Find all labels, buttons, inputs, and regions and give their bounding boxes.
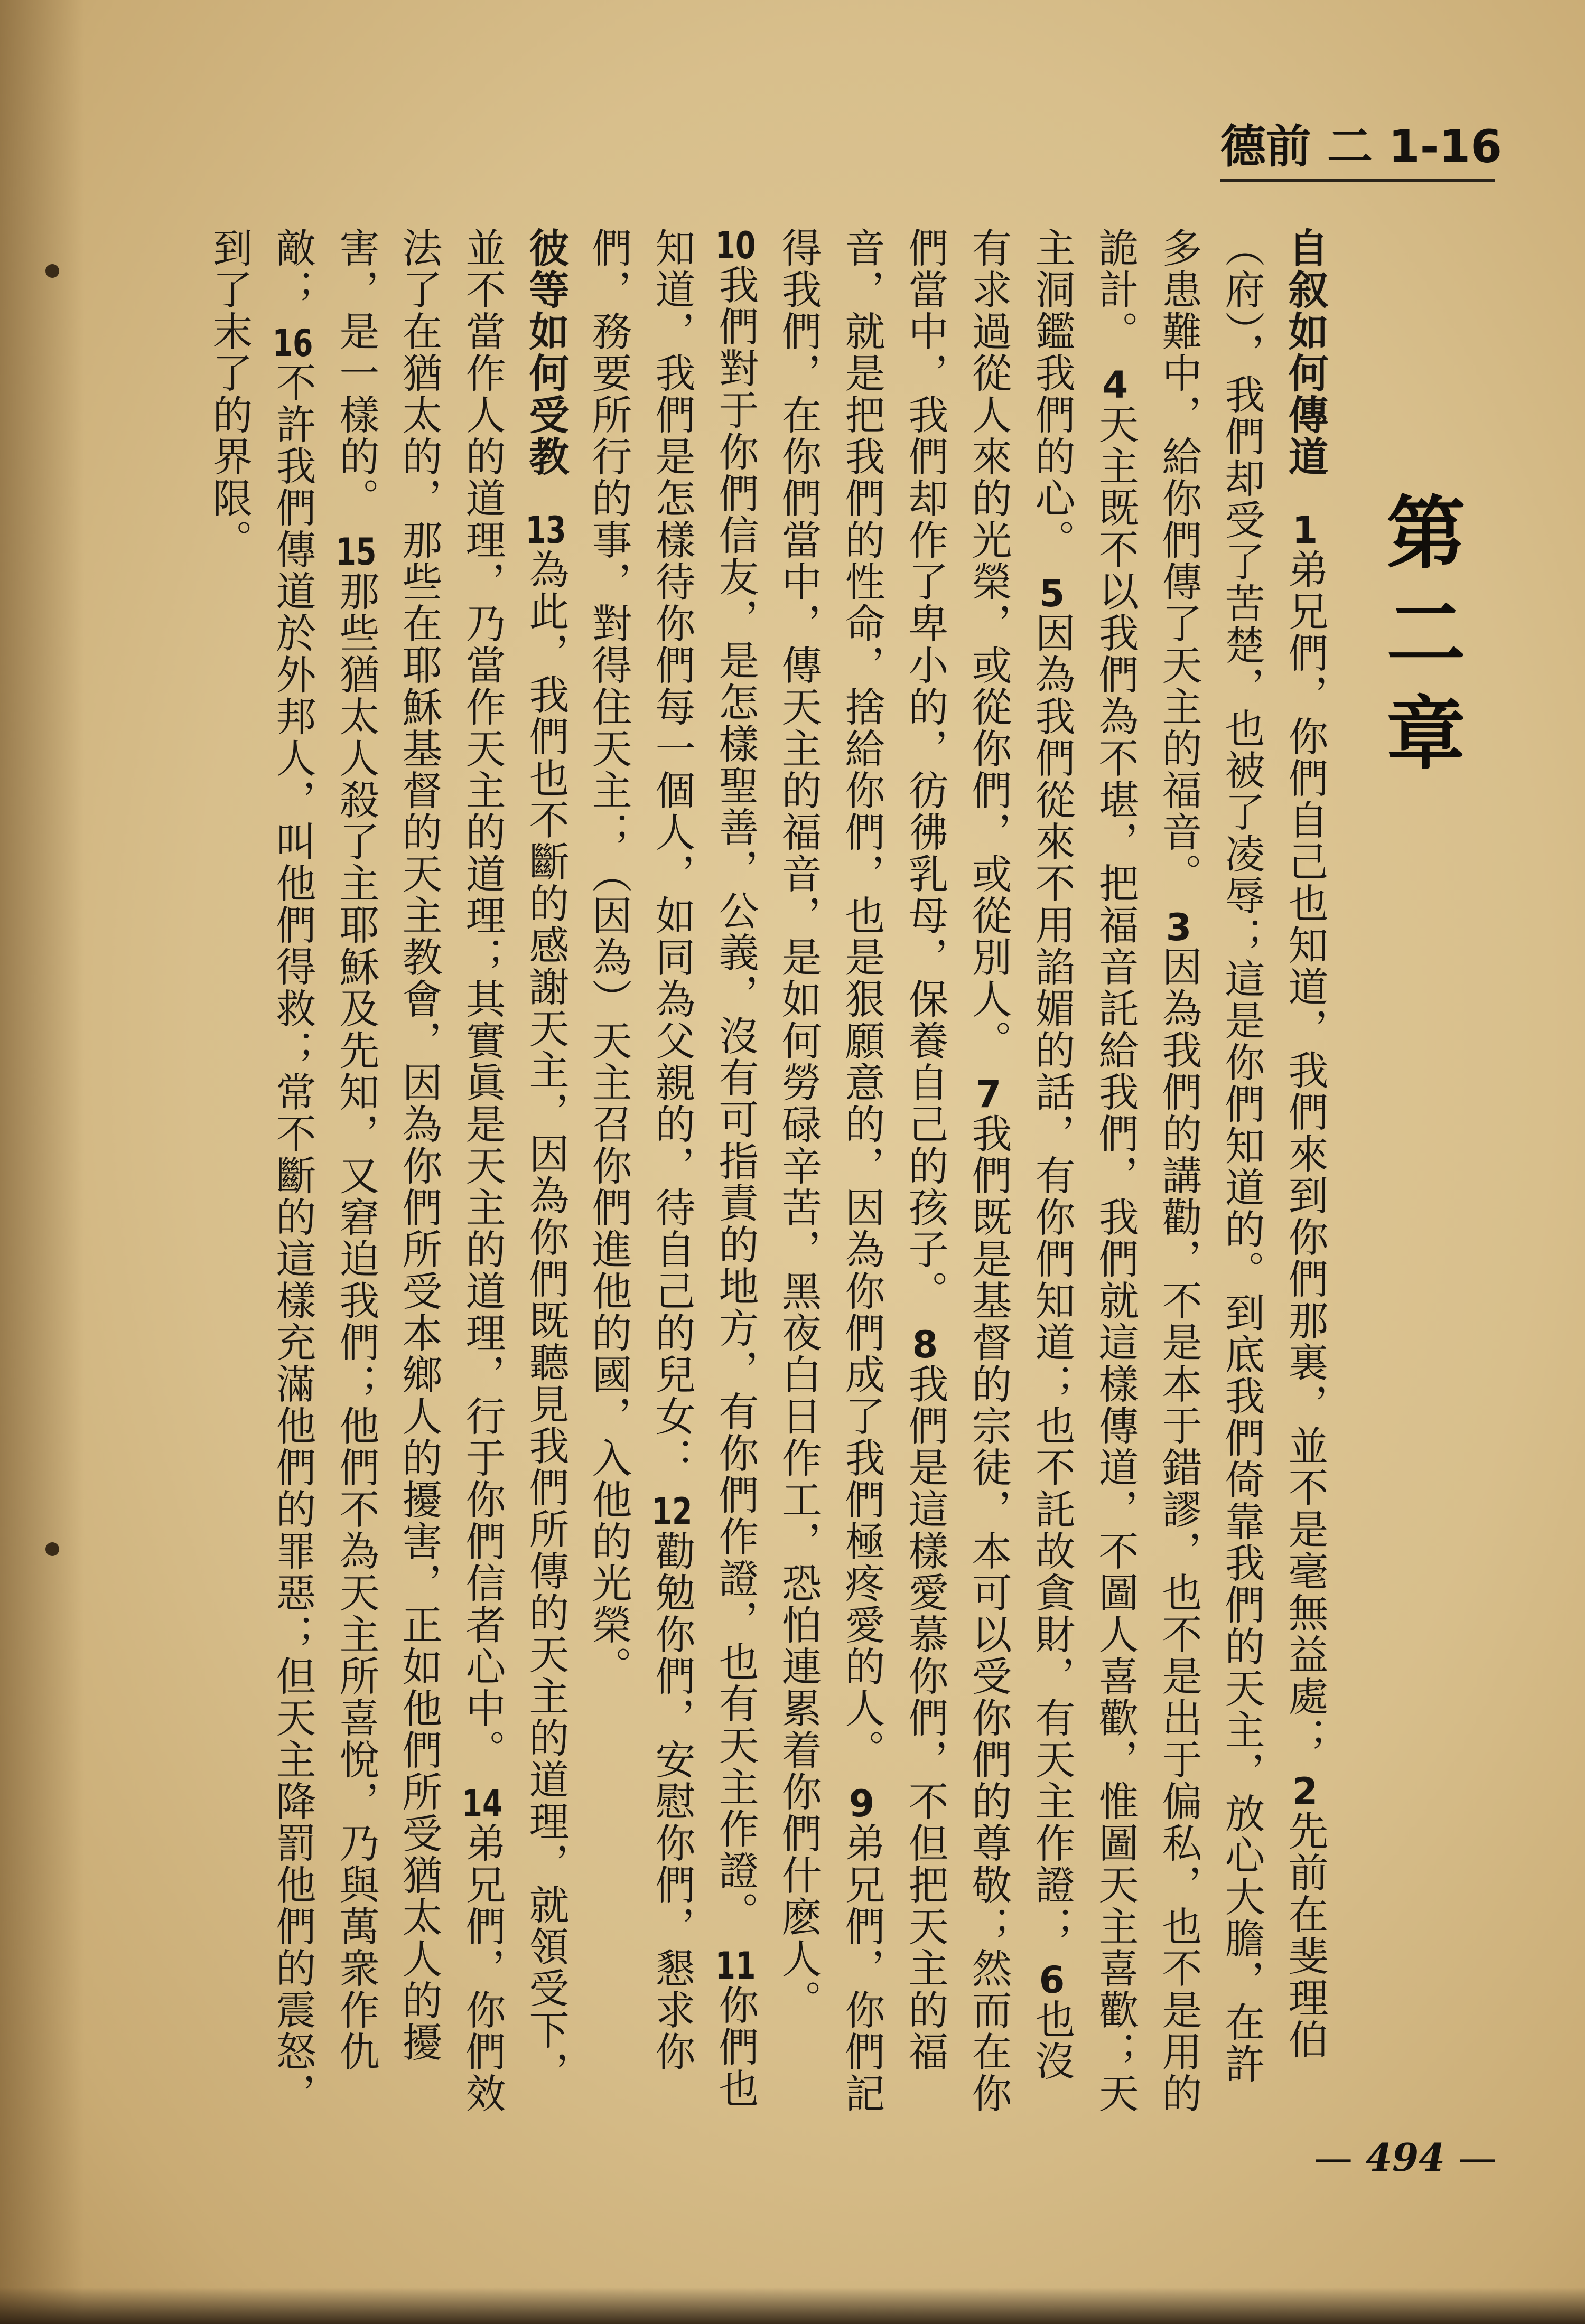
verse-text: 勸勉你們，安慰你們，懇求你們，務要所行的事，對得住天主；（因為）天主召你們進他的國，入他的光榮。 [585, 227, 696, 2073]
verse-text: 因為我們的講勸，不是本于錯謬，也不是出于偏私，也不是用的詭計。 [1092, 227, 1202, 2115]
verse-number: 7 [975, 1076, 1002, 1113]
verse-number: 16 [272, 325, 313, 362]
verse-text: 弟兄們，你們記得我們，在你們當中，傳天主的福音，是如何勞碌辛苦，黑夜白日作工，恐怕連累着你們什麽人。 [775, 227, 885, 2115]
verse-text: 我們是這樣愛慕你們，不但把天主的福音，就是把我們的性命，捨給你們，也是狠願意的，因為你們成了我們極疼愛的人。 [838, 227, 949, 2073]
verse-number: 4 [1102, 367, 1129, 404]
section-heading: 彼等如何受教 [523, 227, 570, 477]
verse-text: 為此，我們也不斷的感謝天主，因為你們既聽見我們所傳的天主的道理，就領受下，並不當作人的道理，乃當作天主的道理；其實眞是天主的道理，行于你們信者心中。 [459, 227, 570, 2093]
header-rule [1220, 179, 1495, 182]
verse-number: 2 [1292, 1773, 1318, 1811]
binding-hole [45, 1542, 59, 1556]
verse-text: 因為我們從來不用諂媚的話，有你們知道；也不託故貪財，有天主作證； [1029, 612, 1076, 1948]
verse-number: 13 [525, 512, 566, 549]
paragraph-1 [767, 227, 1337, 2118]
verse-number: 6 [1039, 1962, 1065, 1999]
verse-text: 那些猶太人殺了主耶穌及先知，又窘迫我們；他們不為天主所喜悅，乃與萬衆作仇敵； [269, 227, 380, 2073]
verse-text: 不許我們傳道於外邦人，叫他們得救；常不斷的這樣充滿他們的罪惡；但天主降罰他們的震怒，到了末了的界限。 [206, 227, 316, 2115]
verse-number: 14 [462, 1785, 503, 1823]
verse-number: 5 [1039, 575, 1065, 613]
page-number [1310, 2134, 1500, 2181]
verse-number: 10 [715, 227, 756, 264]
paragraph-2 [577, 227, 767, 2118]
verse-text: 你們也知道，我們是怎樣待你們每一個人，如同為父親的，待自己的兒女： [649, 227, 759, 2110]
verse-number: 11 [715, 1947, 756, 1985]
verse-text: 我們對于你們信友，是怎樣聖善，公義，沒有可指責的地方，有你們作證，也有天主作證。 [712, 264, 759, 1933]
body-text [206, 227, 1337, 2118]
verse-number: 1 [1292, 512, 1318, 549]
section-heading: 自叙如何傳道 [1282, 227, 1329, 477]
verse-text: 弟兄們，你們自己也知道，我們來到你們那裏，並不是毫無益處； [1282, 549, 1329, 1759]
verse-number: 15 [335, 533, 377, 571]
binding-hole [45, 264, 59, 278]
verse-number: 3 [1166, 909, 1192, 947]
page-number-dash-right: — [1458, 2135, 1497, 2180]
page-number-value: 494 [1365, 2135, 1446, 2180]
verse-text: 也沒有求過從人來的光榮，或從你們，或從別人。 [965, 227, 1076, 2083]
running-header-book-ref: 德前 二 1-16 [1220, 120, 1503, 173]
verse-text: 我們既是基督的宗徒，本可以受你們的尊敬；然而在你們當中，我們却作了卑小的，彷彿乳母，保養自己的孩子。 [902, 227, 1012, 2115]
page-number-dash-left: — [1314, 2135, 1353, 2180]
verse-number: 8 [912, 1326, 938, 1364]
spine-shadow [0, 0, 85, 2324]
chapter-title: 第二章 [1373, 491, 1465, 792]
verse-text: 弟兄們，你們效法了在猶太的，那些在耶穌基督的天主教會，因為你們所受本鄉人的擾害，正如他們所受猶太人的擾害，是一樣的。 [333, 227, 506, 2115]
verse-text: 先前在斐理伯（府），我們却受了苦楚，也被了凌辱；這是你們知道的。到底我們倚靠我們的天主，放心大膽，在許多患難中，給你們傳了天主的福音。 [1155, 227, 1329, 2085]
page-bottom-edge [0, 2287, 1585, 2324]
verse-number: 9 [849, 1785, 875, 1823]
paragraph-3 [198, 227, 577, 2118]
verse-text: 天主既不以我們為不堪，把福音託給我們，我們就這樣傳道，不圖人喜歡，惟圖天主喜歡；天主洞鑑我們的心。 [1029, 227, 1139, 2115]
verse-number: 12 [651, 1493, 693, 1531]
